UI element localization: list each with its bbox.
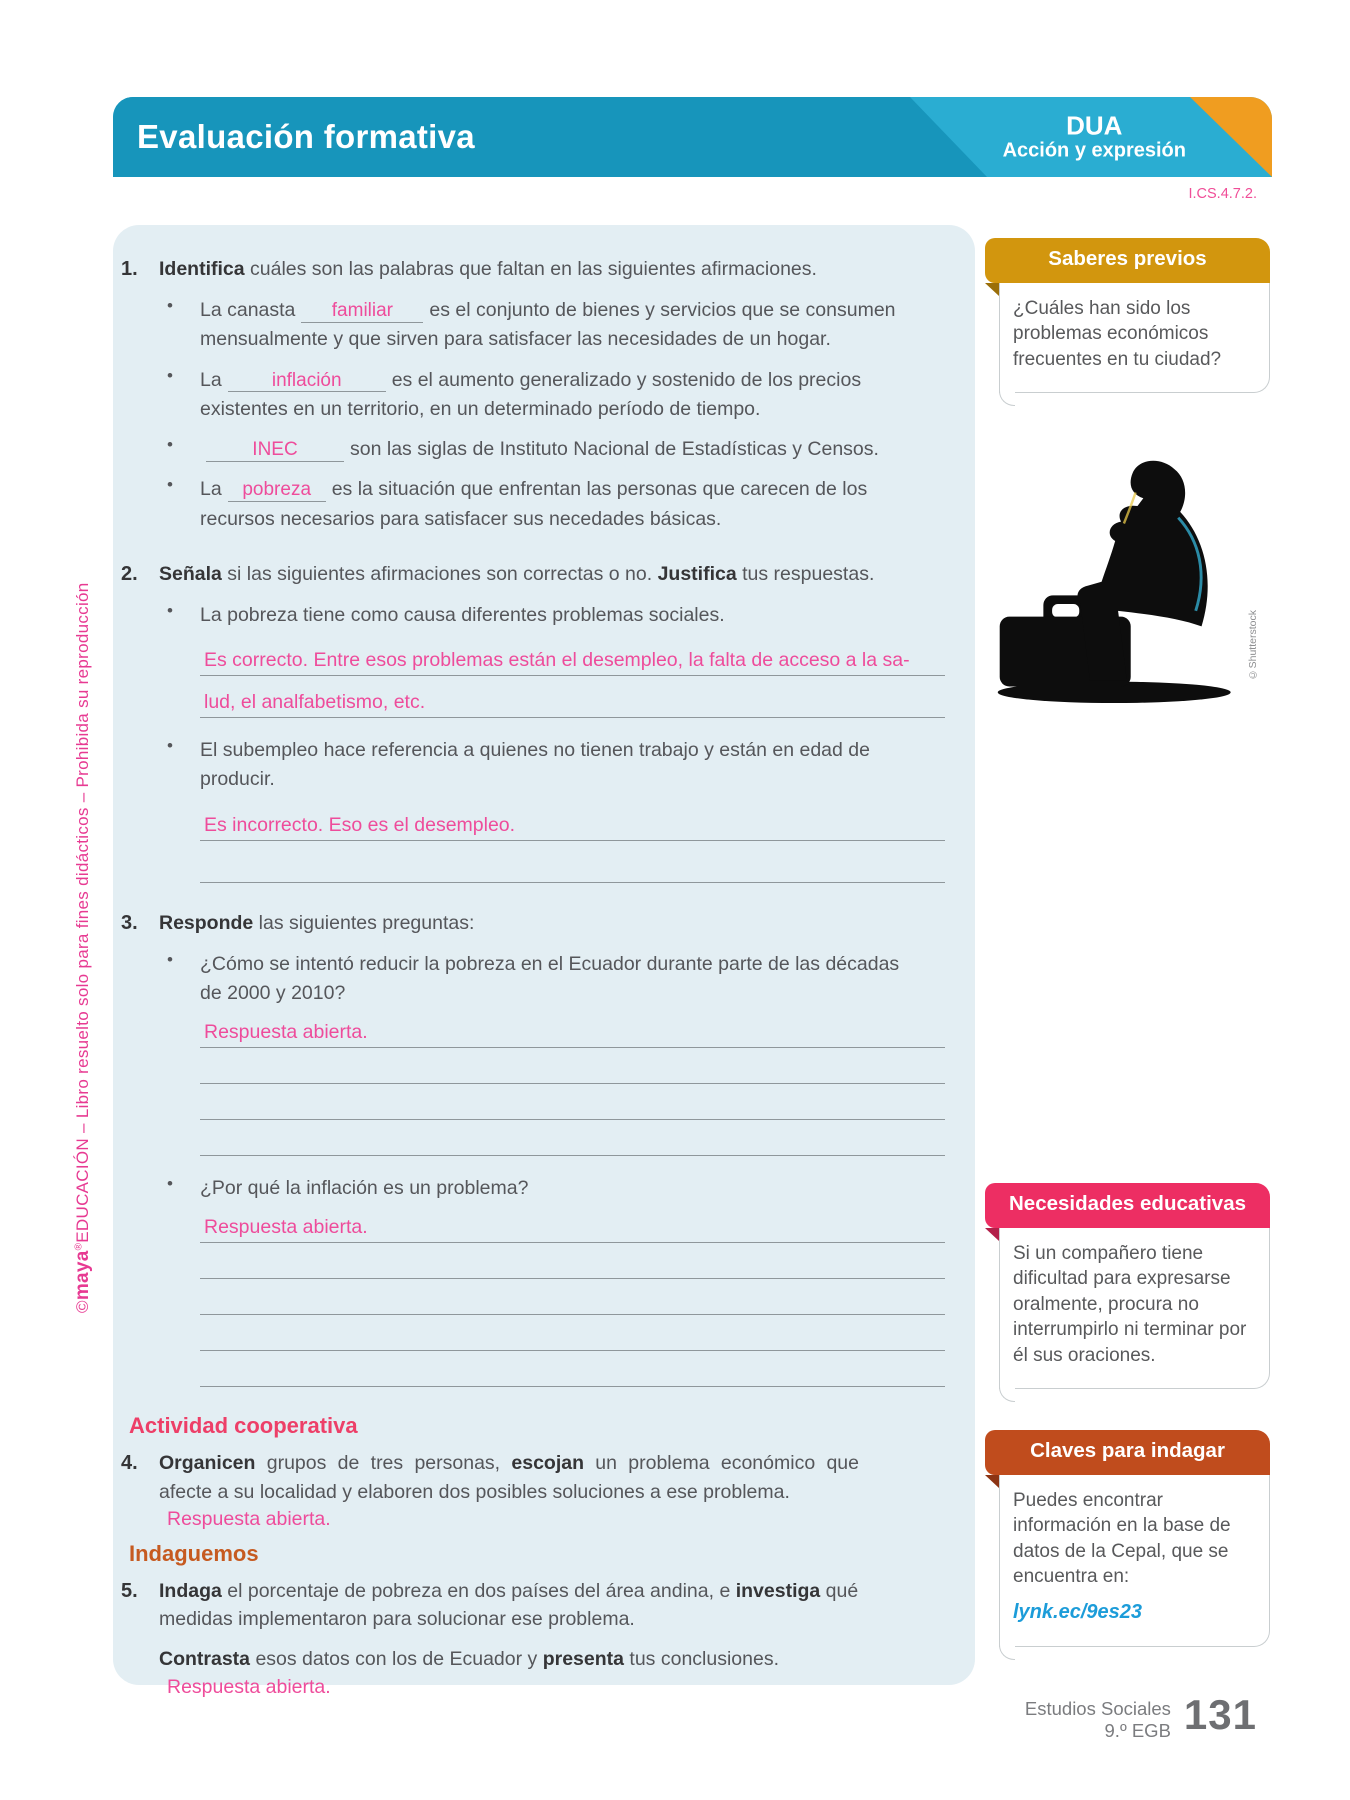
callout-body: ¿Cuáles han sido los problemas económicos frecuentes en tu ciudad?	[999, 283, 1270, 393]
exercise-number: 1.	[121, 258, 138, 280]
answer-line	[200, 799, 945, 841]
question: ¿Cómo se intentó reducir la pobreza en el Ecuador durante parte de las décadas de 2000 y 2010?	[200, 952, 900, 1004]
registered-symbol: ®	[73, 1242, 85, 1251]
prompt-paragraph: Contrasta esos datos con los de Ecuador y presenta tus conclusiones.	[159, 1648, 780, 1671]
open-answer: Respuesta abierta.	[167, 1507, 331, 1530]
answer-lines	[200, 634, 945, 718]
answer-text: Respuesta abierta.	[204, 1021, 368, 1043]
prompt-paragraph: Indaga el porcentaje de pobreza en dos países del área andina, e investiga qué medidas implementaron para solucionar ese problema.	[159, 1579, 859, 1631]
bullet-icon	[167, 1174, 200, 1203]
exercise-2	[121, 560, 945, 589]
exercise-number: 3.	[121, 911, 138, 934]
question: ¿Por qué la inflación es un problema?	[200, 1177, 529, 1199]
header-bar	[113, 97, 1272, 177]
bullet-icon	[167, 435, 200, 464]
exercise-number: 2.	[121, 562, 138, 585]
question-item	[167, 950, 945, 1009]
question-item	[167, 1174, 945, 1203]
dua-badge	[1003, 111, 1186, 162]
answer-line	[200, 1243, 945, 1279]
fill-blank-item: • La pobreza es la situación que enfrentan las personas que carecen de los recursos necesarios para satisfacer sus necedades básicas.	[167, 475, 945, 534]
exercise-1	[121, 255, 945, 284]
exercise-prompt: Responde las siguientes preguntas:	[159, 911, 475, 934]
answer-line	[200, 841, 945, 883]
answer-line	[200, 634, 945, 676]
fill-blank	[228, 479, 326, 502]
exercise-prompt: Identifica cuáles son las palabras que faltan en las siguientes afirmaciones.	[159, 258, 817, 280]
exercise-number: 5.	[121, 1579, 138, 1602]
vertical-copyright	[72, 582, 94, 1313]
exercise-number: 4.	[121, 1452, 138, 1475]
fill-blank	[228, 370, 386, 393]
exercise-3	[121, 909, 945, 938]
copyright-notice: – Libro resuelto solo para fines didácticos – Prohibida su reproducción	[73, 582, 92, 1138]
bullet-icon	[167, 366, 200, 425]
publisher-name: EDUCACIÓN	[73, 1137, 92, 1243]
fill-blank-item: • La inflación es el aumento generalizado y sostenido de los precios existentes en un territorio, en un determinado período de tiempo.	[167, 366, 945, 425]
open-answer: Respuesta abierta.	[167, 1675, 331, 1698]
answer-line	[200, 676, 945, 718]
statement-item	[167, 736, 945, 795]
answer-lines	[200, 1207, 945, 1387]
callout-necesidades-educativas	[985, 1183, 1270, 1389]
exercise-5	[121, 1577, 945, 1674]
answer-lines	[200, 799, 945, 883]
person-silhouette	[1078, 461, 1208, 681]
blank-answer: pobreza	[242, 479, 312, 501]
publisher-brand: maya	[72, 1250, 93, 1301]
callout-text: Puedes encontrar información en la base de datos de la Cepal, que se encuentra en:	[1013, 1490, 1231, 1588]
blank-answer: INEC	[252, 439, 298, 460]
bullet-icon	[167, 736, 200, 795]
callout-saberes-previos	[985, 238, 1270, 393]
answer-line	[200, 1012, 945, 1048]
callout-header: Claves para indagar	[985, 1430, 1270, 1475]
callout-header: Saberes previos	[985, 238, 1270, 283]
answer-line	[200, 1279, 945, 1315]
page-title: Evaluación formativa	[137, 118, 475, 155]
answer-line	[200, 1048, 945, 1084]
exercise-prompt: Organicen grupos de tres personas, escojan un problema económico que afecte a su localidad y elaboren dos posibles soluciones a ese problema.	[159, 1452, 859, 1503]
exercise-4	[121, 1449, 945, 1506]
statement-item	[167, 601, 945, 630]
answer-text: Es correcto. Entre esos problemas están el desempleo, la falta de acceso a la sa-	[204, 649, 910, 671]
page-footer	[1024, 1691, 1257, 1742]
callout-body	[999, 1475, 1270, 1647]
thinking-person-illustration	[990, 432, 1252, 714]
resource-link[interactable]: lynk.ec/9es23	[1013, 1600, 1142, 1623]
blank-answer: familiar	[331, 300, 394, 321]
callout-header: Necesidades educativas	[985, 1183, 1270, 1228]
bullet-icon	[167, 601, 200, 630]
section-heading-cooperative: Actividad cooperativa	[129, 1413, 358, 1439]
statement: La pobreza tiene como causa diferentes problemas sociales.	[200, 603, 725, 626]
image-credit: ©Shutterstock	[1247, 610, 1259, 681]
blank-answer: inflación	[271, 369, 342, 391]
answer-line	[200, 1315, 945, 1351]
page-number: 131	[1183, 1691, 1257, 1738]
footer-subject: Estudios Sociales	[1024, 1698, 1171, 1719]
section-heading-inquiry: Indaguemos	[129, 1540, 259, 1566]
bullet-icon	[167, 296, 200, 355]
dua-title: DUA	[1066, 110, 1123, 141]
answer-text: Respuesta abierta.	[204, 1216, 368, 1239]
answer-line	[200, 1084, 945, 1120]
answer-line	[200, 1207, 945, 1243]
answer-line	[200, 1120, 945, 1156]
prompt-verb: Identifica	[159, 258, 245, 280]
bullet-icon	[167, 950, 200, 1009]
bullet-icon	[167, 475, 200, 534]
answer-text: lud, el analfabetismo, etc.	[204, 691, 426, 713]
callout-body: Si un compañero tiene dificultad para expresarse oralmente, procura no interrumpirlo ni terminar por él sus oraciones.	[999, 1228, 1270, 1389]
footer-grade: 9.º EGB	[1104, 1720, 1171, 1742]
fill-blank	[301, 300, 423, 323]
fill-blank-item: • La canasta familiar es el conjunto de bienes y servicios que se consumen mensualmente y que sirven para satisfacer las necesidades de un hogar.	[167, 296, 945, 355]
exercise-prompt	[159, 1577, 869, 1674]
callout-claves-para-indagar	[985, 1430, 1270, 1647]
standard-code: I.CS.4.7.2.	[1188, 186, 1257, 202]
fill-blank	[206, 439, 344, 462]
answer-lines	[200, 1012, 945, 1156]
answer-line	[200, 1351, 945, 1387]
header-orange-corner	[1190, 97, 1272, 177]
copyright-symbol: ©	[73, 1300, 92, 1313]
exercise-panel	[113, 225, 975, 1698]
statement: El subempleo hace referencia a quienes no tienen trabajo y están en edad de producir.	[200, 739, 870, 791]
answer-text: Es incorrecto. Eso es el desempleo.	[204, 813, 516, 836]
exercise-prompt: Señala si las siguientes afirmaciones son correctas o no. Justifica tus respuestas.	[159, 562, 875, 585]
fill-blank-item: • INEC son las siglas de Instituto Nacional de Estadísticas y Censos.	[167, 435, 945, 464]
dua-subtitle: Acción y expresión	[1002, 139, 1186, 162]
